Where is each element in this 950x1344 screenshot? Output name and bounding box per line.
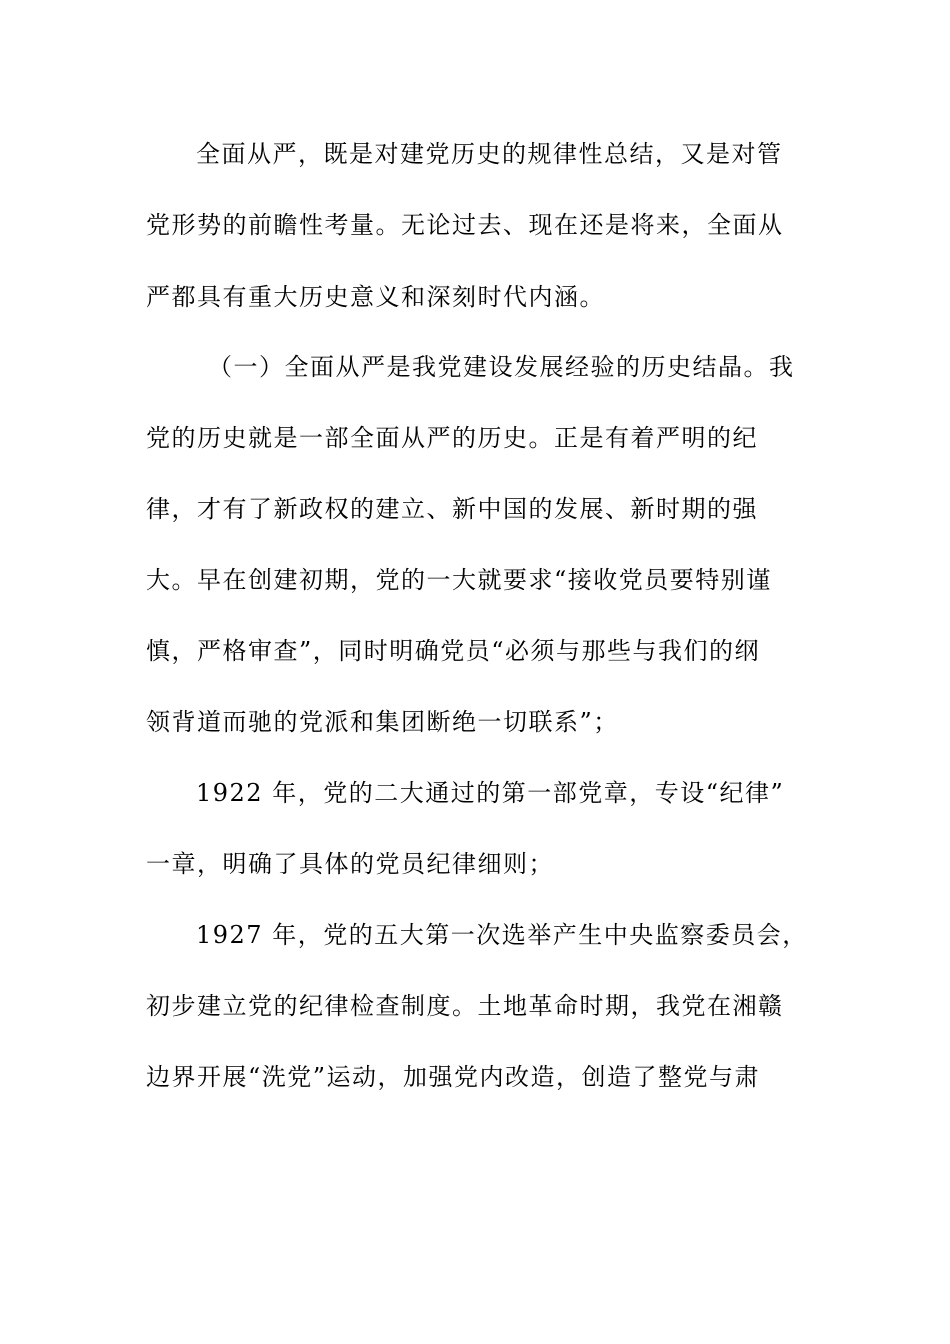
text-line: 边界开展“洗党”运动，加强党内改造，创造了整党与肃 xyxy=(146,1063,761,1091)
text-line: 一章，明确了具体的党员纪律细则； xyxy=(146,850,554,878)
text-line: 领背道而驰的党派和集团断绝一切联系”； xyxy=(146,708,619,736)
text-line: 党形势的前瞻性考量。无论过去、现在还是将来，全面从 xyxy=(146,211,784,239)
text-line: 1927 年，党的五大第一次选举产生中央监察委员会， xyxy=(196,921,808,949)
text-line: （一）全面从严是我党建设发展经验的历史结晶。我 xyxy=(208,353,795,381)
text-line: 全面从严，既是对建党历史的规律性总结，又是对管 xyxy=(196,140,783,168)
text-line: 律，才有了新政权的建立、新中国的发展、新时期的强 xyxy=(146,495,758,523)
text-line: 严都具有重大历史意义和深刻时代内涵。 xyxy=(146,283,605,311)
text-line: 大。早在创建初期，党的一大就要求“接收党员要特别谨 xyxy=(146,566,772,594)
text-line: 1922 年，党的二大通过的第一部党章，专设“纪律” xyxy=(196,779,785,807)
text-line: 慎，严格审查”，同时明确党员“必须与那些与我们的纲 xyxy=(146,637,761,665)
text-line: 初步建立党的纪律检查制度。土地革命时期，我党在湘赣 xyxy=(146,992,784,1020)
text-line: 党的历史就是一部全面从严的历史。正是有着严明的纪 xyxy=(146,424,758,452)
